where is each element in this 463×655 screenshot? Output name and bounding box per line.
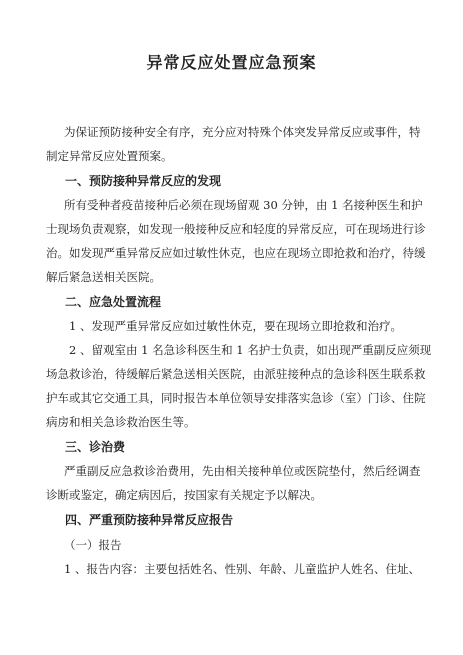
section-3-line: 严重副反应急救诊治费用，先由相关接种单位或医院垫付，然后经调查 (64, 464, 421, 478)
section-3-line: 诊断或鉴定，确定病因后，按国家有关规定予以解决。 (46, 488, 322, 502)
section-4-subheading: （一）报告 (64, 538, 122, 552)
section-2-line: 场急救诊治，待缓解后紧急送相关医院，由派驻接种点的急诊科医生联系救 (46, 367, 426, 381)
section-2-line: 病房和相关急诊救治医生等。 (46, 415, 196, 429)
section-1-line: 治。如发现严重异常反应如过敏性休克，也应在现场立即抢救和治疗，待缓 (46, 246, 426, 260)
section-1-line: 士现场负责观察，如发现一般接种反应和轻度的异常反应，可在现场进行诊 (46, 222, 426, 236)
intro-line: 为保证预防接种安全有序，充分应对特殊个体突发异常反应或事件，特 (64, 125, 421, 139)
section-2-line: 护车或其它交通工具，同时报告本单位领导安排落实急诊（室）门诊、住院 (46, 391, 426, 405)
intro-line: 制定异常反应处置预案。 (46, 149, 173, 163)
section-4-heading: 四、严重预防接种异常反应报告 (65, 513, 234, 527)
document-title: 异常反应处置应急预案 (146, 53, 317, 72)
section-1-line: 解后紧急送相关医院。 (46, 270, 161, 284)
section-2-line: 2 、留观室由 1 名急诊科医生和 1 名护士负责，如出现严重副反应须现 (69, 343, 432, 357)
section-2-line: 1 、发现严重异常反应如过敏性休克，要在现场立即抢救和治疗。 (69, 319, 402, 333)
section-4-line: 1 、报告内容：主要包括姓名、性别、年龄、儿童监护人姓名、住址、 (64, 562, 420, 576)
section-2-heading: 二、应急处置流程 (65, 295, 162, 309)
section-3-heading: 三、诊治费 (65, 440, 126, 454)
section-1-line: 所有受种者疫苗接种后必须在现场留观 30 分钟，由 1 名接种医生和护 (64, 198, 423, 212)
section-1-heading: 一、预防接种异常反应的发现 (65, 174, 222, 188)
